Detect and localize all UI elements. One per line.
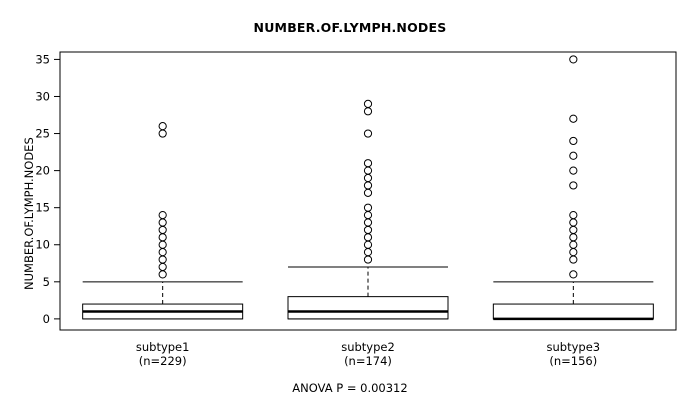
y-tick-label: 15 — [35, 200, 50, 215]
outlier-point — [364, 204, 371, 211]
x-tick-sublabel: (n=174) — [344, 354, 392, 368]
outlier-point — [364, 189, 371, 196]
outlier-point — [364, 234, 371, 241]
outlier-point — [159, 211, 166, 218]
outlier-point — [159, 241, 166, 248]
x-tick-label: subtype2 — [341, 340, 395, 354]
outlier-point — [159, 263, 166, 270]
outlier-point — [570, 167, 577, 174]
outlier-point — [570, 219, 577, 226]
outlier-point — [364, 219, 371, 226]
y-tick-label: 20 — [35, 163, 50, 178]
chart-annotation: ANOVA P = 0.00312 — [292, 381, 408, 395]
outlier-point — [364, 108, 371, 115]
box-rect — [493, 304, 653, 319]
outlier-point — [159, 234, 166, 241]
box-group — [83, 123, 243, 319]
x-tick-sublabel: (n=156) — [549, 354, 598, 368]
chart-title: NUMBER.OF.LYMPH.NODES — [253, 20, 447, 35]
outlier-point — [364, 182, 371, 189]
outlier-point — [570, 137, 577, 144]
outlier-point — [364, 256, 371, 263]
outlier-point — [570, 115, 577, 122]
outlier-point — [570, 256, 577, 263]
outlier-point — [570, 249, 577, 256]
outlier-point — [159, 123, 166, 130]
box-rect — [288, 297, 448, 319]
outlier-point — [364, 249, 371, 256]
outlier-point — [159, 249, 166, 256]
y-tick-label: 35 — [35, 52, 50, 67]
x-tick-label: subtype1 — [135, 340, 190, 354]
y-tick-label: 0 — [42, 311, 50, 326]
outlier-point — [364, 100, 371, 107]
outlier-point — [364, 167, 371, 174]
y-tick-label: 10 — [35, 237, 50, 252]
x-tick-sublabel: (n=229) — [138, 354, 187, 368]
outlier-point — [570, 226, 577, 233]
x-tick-label: subtype3 — [546, 340, 601, 354]
outlier-point — [364, 211, 371, 218]
outlier-point — [570, 56, 577, 63]
outlier-point — [570, 211, 577, 218]
outlier-point — [570, 152, 577, 159]
y-tick-label: 5 — [42, 274, 50, 289]
outlier-point — [570, 234, 577, 241]
outlier-point — [570, 182, 577, 189]
outlier-point — [364, 226, 371, 233]
outlier-point — [159, 219, 166, 226]
y-tick-label: 25 — [35, 126, 50, 141]
y-tick-label: 30 — [35, 89, 50, 104]
box-group — [493, 56, 653, 319]
y-axis-label: NUMBER.OF.LYMPH.NODES — [22, 137, 36, 290]
outlier-point — [364, 130, 371, 137]
outlier-point — [159, 226, 166, 233]
outlier-point — [570, 241, 577, 248]
outlier-point — [570, 271, 577, 278]
outlier-point — [364, 160, 371, 167]
outlier-point — [364, 174, 371, 181]
outlier-point — [364, 241, 371, 248]
outlier-point — [159, 271, 166, 278]
outlier-point — [159, 130, 166, 137]
box-group — [288, 100, 448, 319]
outlier-point — [159, 256, 166, 263]
